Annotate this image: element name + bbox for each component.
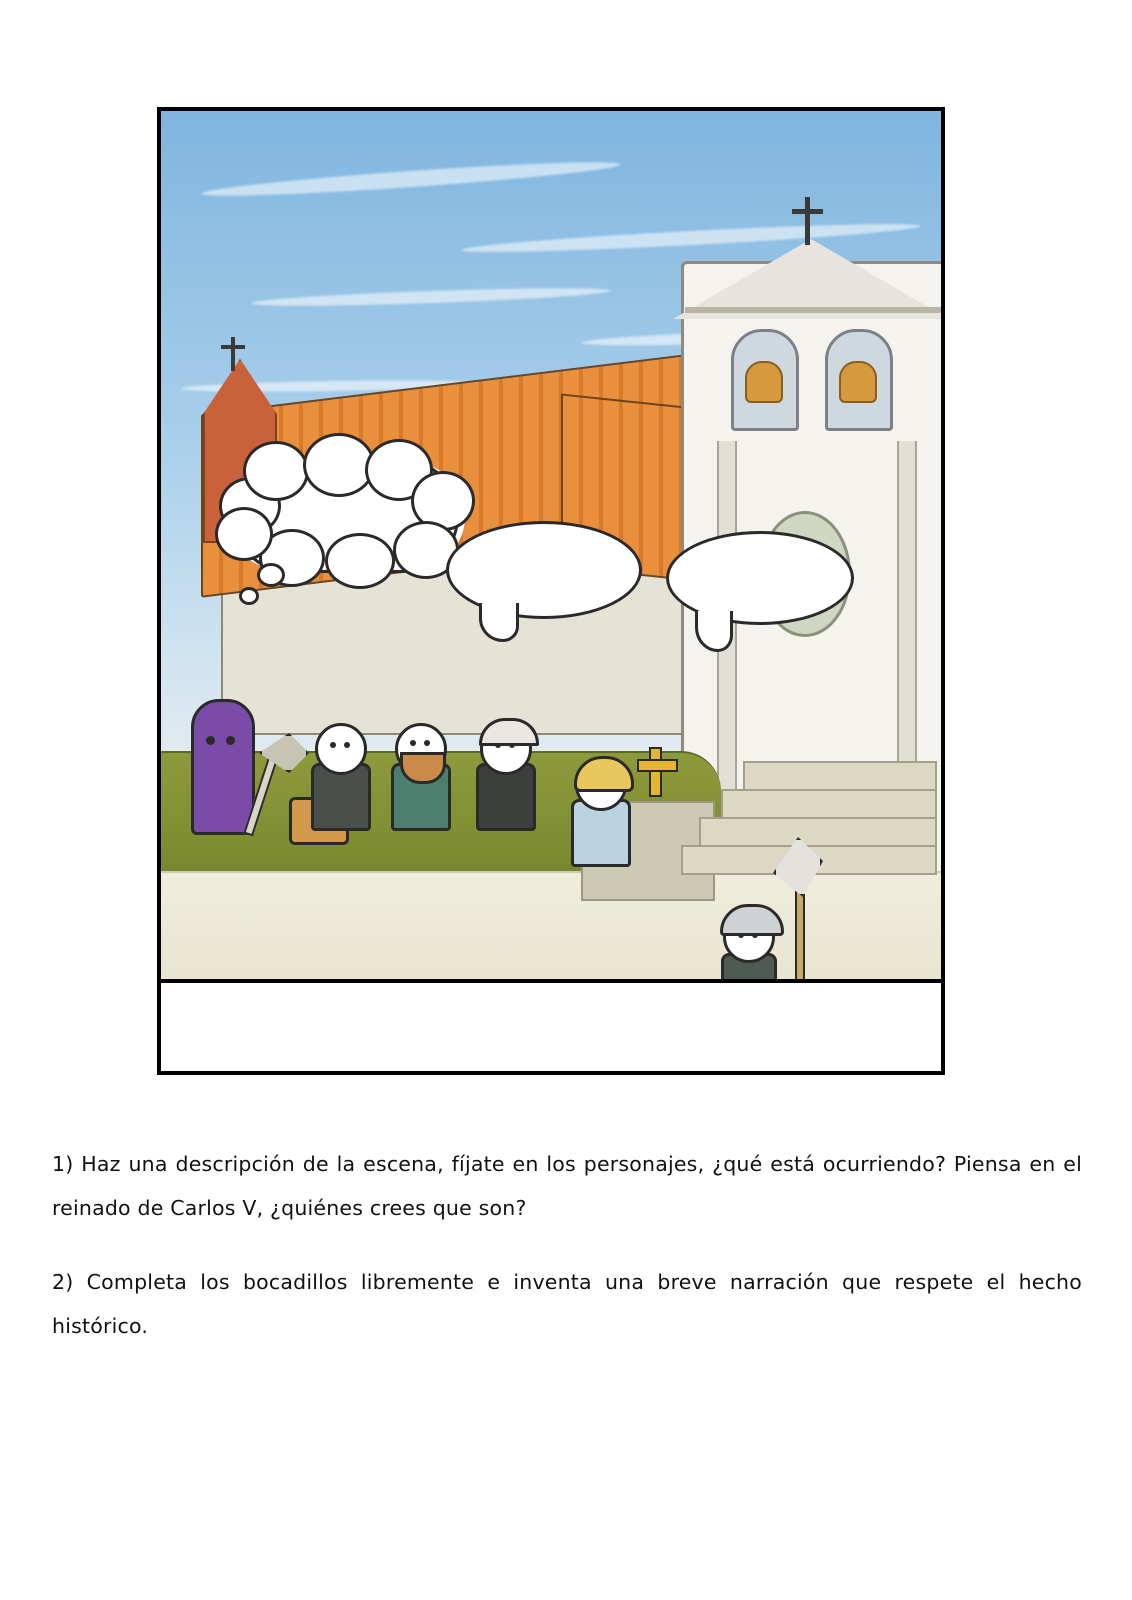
bell-icon bbox=[839, 361, 877, 403]
noble-head bbox=[575, 759, 627, 811]
bump bbox=[215, 507, 273, 561]
thought-tail-dot bbox=[239, 587, 259, 605]
guard-head bbox=[723, 911, 775, 963]
monk-head bbox=[480, 723, 532, 775]
step bbox=[743, 761, 937, 791]
eye bbox=[330, 742, 336, 748]
golden-cross-icon bbox=[649, 747, 662, 797]
comic-illustration bbox=[161, 111, 941, 983]
questions-section bbox=[52, 1142, 1082, 1370]
question-2: 2) Completa los bocadillos libremente e inventa una breve narración que respete el hecho histórico. bbox=[52, 1270, 1082, 1339]
eye bbox=[344, 742, 350, 748]
bump bbox=[325, 533, 395, 589]
eye bbox=[424, 740, 430, 746]
comic-panel bbox=[157, 107, 945, 1075]
bump bbox=[243, 441, 309, 501]
question-1: 1) Haz una descripción de la escena, fíjate en los personajes, ¿qué está ocurriendo? Piensa en el reinado de Carlos V, ¿quiénes crees que son? bbox=[52, 1152, 1082, 1221]
church-cornice bbox=[685, 307, 941, 313]
monk-head bbox=[315, 723, 367, 775]
church-cross-icon bbox=[805, 197, 810, 245]
speech-balloon-1[interactable] bbox=[446, 521, 642, 619]
bump bbox=[303, 433, 375, 497]
caption-write-area[interactable] bbox=[161, 979, 941, 1071]
step bbox=[699, 817, 937, 847]
cross-icon bbox=[231, 337, 235, 371]
monk-head bbox=[395, 723, 447, 775]
thought-balloon-bumps bbox=[233, 459, 453, 567]
robot-character bbox=[191, 699, 255, 835]
thought-tail-dot bbox=[257, 563, 285, 587]
bell-icon bbox=[745, 361, 783, 403]
robot-eye bbox=[206, 736, 215, 745]
step bbox=[721, 789, 937, 819]
eye bbox=[410, 740, 416, 746]
robot-eye bbox=[226, 736, 235, 745]
